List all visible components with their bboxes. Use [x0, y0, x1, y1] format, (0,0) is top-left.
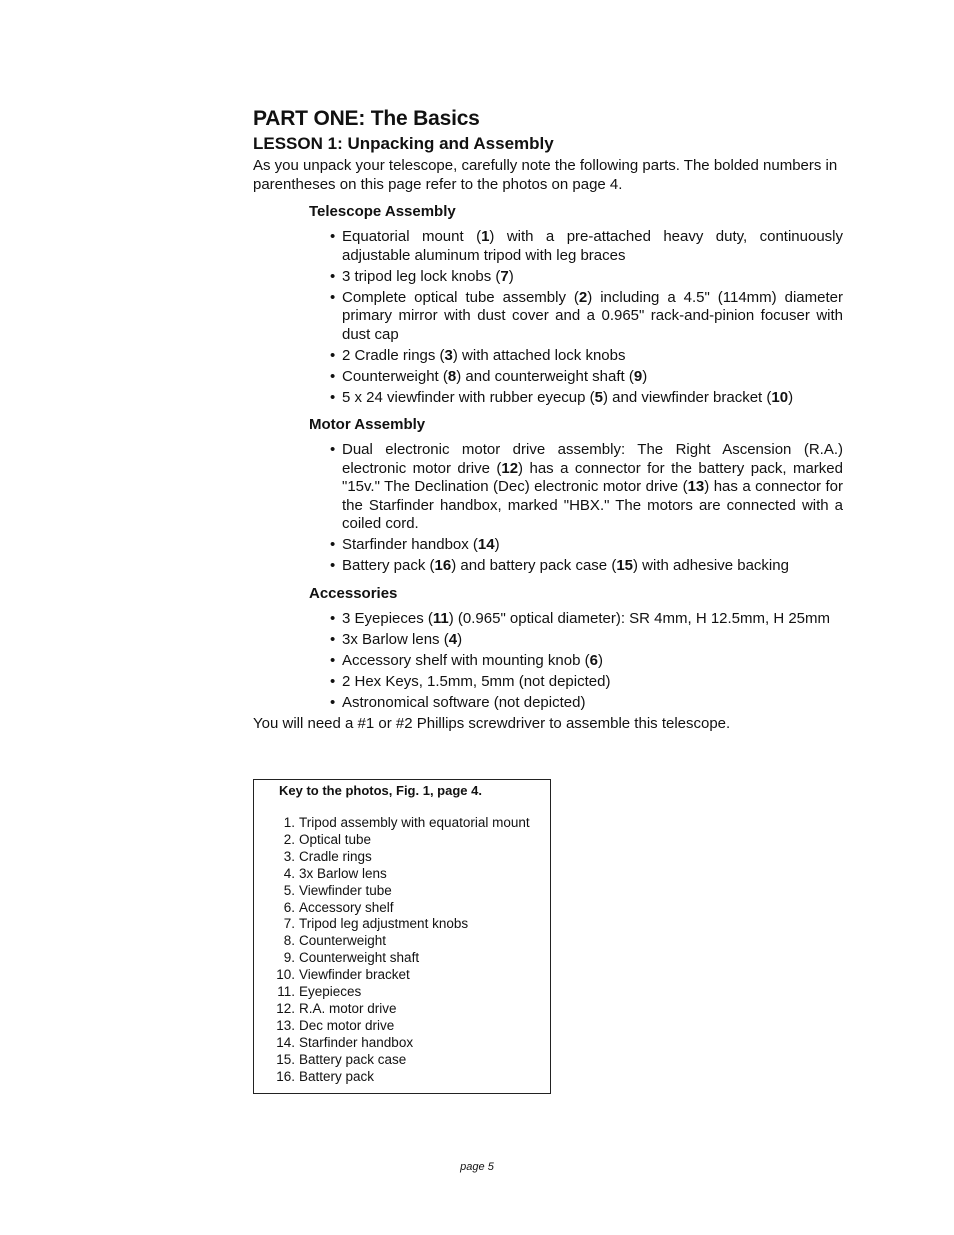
key-label: Eyepieces: [299, 984, 362, 1000]
key-row: [254, 815, 530, 832]
list-item: • Equatorial mount (1) with a pre-attached heavy duty, continuously adjustable aluminum tripod with leg braces: [330, 228, 843, 264]
key-row: [254, 950, 530, 967]
key-row: [254, 984, 530, 1001]
key-row: [254, 1035, 530, 1052]
key-label: Tripod assembly with equatorial mount: [299, 815, 530, 830]
key-number: 3.: [283, 848, 295, 864]
photo-ref-number: 1: [481, 228, 490, 245]
list-item: • Astronomical software (not depicted): [330, 693, 586, 711]
key-number: 16.: [276, 1068, 295, 1084]
bullet-icon: •: [330, 630, 336, 648]
key-number: 9.: [283, 950, 295, 966]
key-number: 11.: [277, 984, 295, 1000]
key-label: Starfinder handbox: [299, 1034, 414, 1050]
photo-ref-number: 5: [594, 388, 603, 406]
photo-ref-number: 4: [448, 630, 458, 648]
list-item: • Battery pack (16) and battery pack case (15) with adhesive backing: [330, 557, 789, 574]
key-row: [254, 849, 530, 866]
key-row: [254, 916, 530, 933]
key-label: Optical tube: [299, 831, 372, 847]
list-item: • Dual electronic motor drive assembly: The Right Ascension (R.A.) electronic motor drive (12) has a connector for the battery pack, marked "15v." The Declination (Dec) electronic motor drive (13) has a connector for the Starfinder handbox, marked "HBX." The motors are connected with a coiled cord.: [330, 441, 843, 532]
key-label: Tripod leg adjustment knobs: [299, 916, 469, 932]
photo-ref-number: 6: [589, 651, 598, 669]
photo-ref-number: 11: [432, 609, 449, 627]
key-row: [254, 1052, 530, 1069]
bullet-icon: •: [330, 536, 336, 553]
bullet-icon: •: [330, 672, 336, 690]
key-number: 1.: [283, 815, 295, 830]
photo-ref-number: 8: [447, 367, 457, 385]
key-number: 8.: [283, 933, 295, 949]
key-label: Battery pack: [299, 1068, 375, 1084]
key-label: Viewfinder tube: [299, 882, 392, 898]
list-item: • 2 Cradle rings (3) with attached lock knobs: [330, 346, 626, 364]
key-row: [254, 866, 530, 883]
section-title: Accessories: [309, 584, 398, 602]
page-content: [253, 104, 843, 734]
key-number: 13.: [276, 1017, 295, 1033]
key-number: 2.: [283, 831, 295, 847]
list-item: • Counterweight (8) and counterweight shaft (9): [330, 367, 648, 385]
bullet-icon: •: [330, 288, 336, 306]
key-row: [254, 967, 530, 984]
section-title: Motor Assembly: [309, 416, 426, 433]
list-item: • 3 tripod leg lock knobs (7): [330, 267, 514, 285]
key-number: 12.: [276, 1000, 295, 1016]
key-row: [254, 1001, 530, 1018]
key-number: 7.: [283, 916, 295, 932]
bullet-icon: •: [330, 557, 336, 574]
key-label: 3x Barlow lens: [299, 865, 387, 881]
bullet-icon: •: [330, 346, 336, 364]
parts-list: [330, 441, 843, 576]
photo-ref-number: 3: [444, 346, 453, 364]
section-title: Telescope Assembly: [309, 203, 456, 220]
key-number: 4.: [283, 865, 295, 881]
screwdriver-note: You will need a #1 or #2 Phillips screwdriver to assemble this telescope.: [253, 715, 731, 732]
photo-ref-number: 14: [477, 536, 495, 553]
key-row: [254, 933, 530, 950]
list-item: • 3x Barlow lens (4): [330, 630, 463, 648]
key-label: R.A. motor drive: [299, 1000, 397, 1016]
parts-sections: [253, 203, 843, 712]
key-row: [254, 1069, 530, 1086]
photo-ref-number: 13: [687, 478, 705, 495]
key-label: Counterweight: [299, 933, 387, 949]
list-item: • 3 Eyepieces (11) (0.965" optical diameter): SR 4mm, H 12.5mm, H 25mm: [330, 609, 831, 627]
key-number: 5.: [283, 882, 295, 898]
photo-key-title: Key to the photos, Fig. 1, page 4.: [279, 783, 482, 798]
parts-list: [330, 610, 843, 713]
key-number: 6.: [283, 899, 295, 915]
key-label: Viewfinder bracket: [299, 967, 410, 983]
lesson-heading: LESSON 1: Unpacking and Assembly: [253, 134, 554, 153]
bullet-icon: •: [330, 367, 336, 385]
key-row: [254, 900, 530, 917]
bullet-icon: •: [330, 228, 336, 245]
key-row: [254, 883, 530, 900]
bullet-icon: •: [330, 441, 336, 458]
bullet-icon: •: [330, 693, 336, 711]
key-label: Cradle rings: [299, 848, 372, 864]
photo-ref-number: 12: [501, 459, 519, 477]
photo-ref-number: 10: [771, 388, 789, 406]
key-label: Accessory shelf: [299, 899, 394, 915]
key-row: [254, 1018, 530, 1035]
bullet-icon: •: [330, 388, 336, 406]
key-number: 14.: [276, 1034, 295, 1050]
photo-ref-number: 16: [434, 557, 452, 574]
photo-ref-number: 15: [616, 557, 634, 574]
key-label: Battery pack case: [299, 1051, 407, 1067]
key-label: Dec motor drive: [299, 1017, 395, 1033]
parts-list: [330, 228, 843, 407]
photo-key-list: [254, 815, 530, 1086]
key-row: [254, 832, 530, 849]
bullet-icon: •: [330, 609, 336, 627]
list-item: • Accessory shelf with mounting knob (6): [330, 651, 603, 669]
photo-ref-number: 9: [633, 367, 643, 385]
bullet-icon: •: [330, 267, 336, 285]
list-item: • 2 Hex Keys, 1.5mm, 5mm (not depicted): [330, 672, 611, 690]
key-label: Counterweight shaft: [299, 950, 420, 966]
list-item: • Starfinder handbox (14): [330, 536, 500, 553]
bullet-icon: •: [330, 651, 336, 669]
photo-ref-number: 2: [578, 288, 588, 306]
key-number: 10.: [276, 967, 295, 983]
key-number: 15.: [276, 1051, 295, 1067]
photo-key-box: [253, 779, 551, 1094]
list-item: • Complete optical tube assembly (2) including a 4.5" (114mm) diameter primary mirror with dust cover and a 0.965" rack-and-pinion focuser with dust cap: [330, 288, 843, 343]
part-heading: PART ONE: The Basics: [253, 107, 480, 130]
photo-ref-number: 7: [500, 267, 509, 285]
list-item: • 5 x 24 viewfinder with rubber eyecup (5) and viewfinder bracket (10): [330, 388, 794, 406]
intro-paragraph: As you unpack your telescope, carefully note the following parts. The bolded numbers in parentheses on this page refer to the photos on page 4.: [253, 157, 838, 193]
page-number: page 5: [460, 1161, 494, 1173]
